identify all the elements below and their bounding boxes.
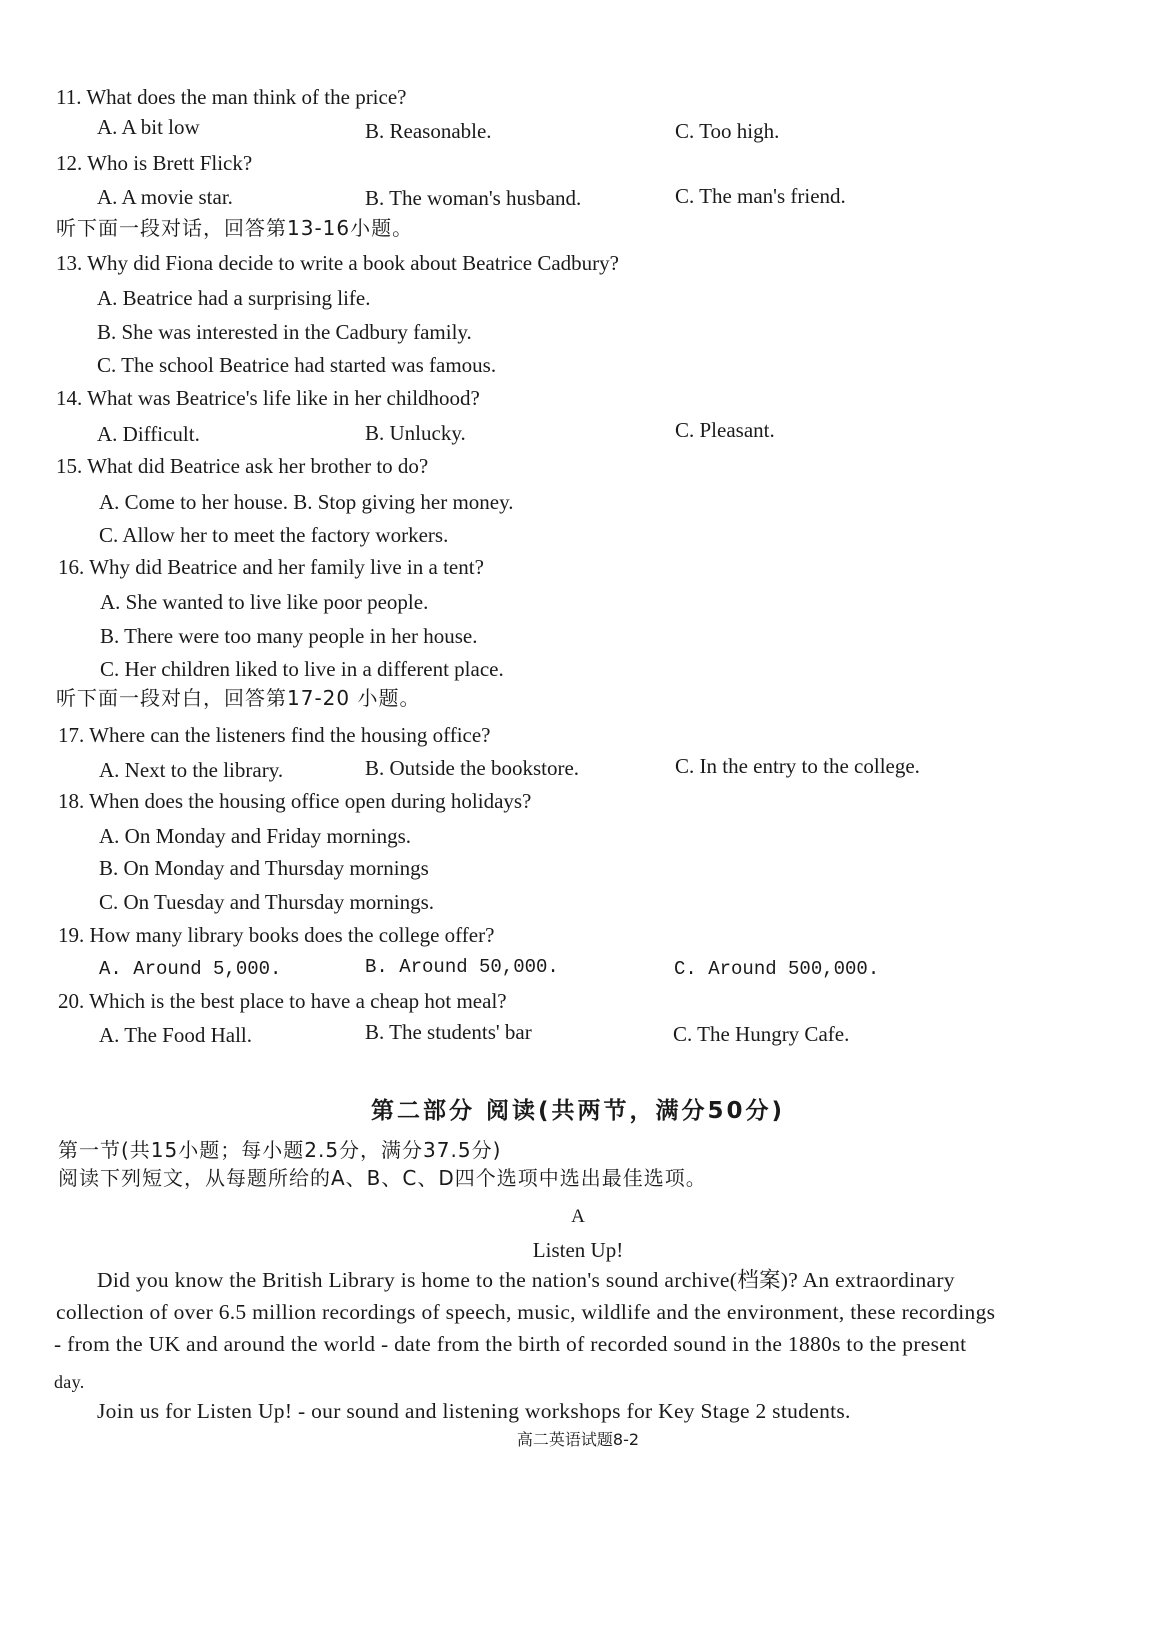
q15-options-ab: A. Come to her house. B. Stop giving her money. [99, 490, 514, 514]
paragraph-1-line-1: Did you know the British Library is home to the nation's sound archive(档案)? An extraordinary [97, 1268, 955, 1292]
part-two-title: 第二部分 阅读(共两节，满分50分) [370, 1098, 786, 1124]
q18-option-c: C. On Tuesday and Thursday mornings. [99, 890, 435, 914]
question-12: 12. Who is Brett Flick? [56, 151, 253, 175]
q19-option-b: B. Around 50,000. [365, 956, 559, 978]
section-one-heading: 第一节(共15小题；每小题2.5分，满分37.5分) [58, 1138, 502, 1162]
q12-option-b: B. The woman's husband. [365, 186, 582, 210]
q11-option-c: C. Too high. [675, 119, 780, 143]
passage-letter: A [571, 1206, 585, 1227]
q14-option-a: A. Difficult. [97, 422, 200, 446]
q13-option-c: C. The school Beatrice had started was famous. [97, 353, 497, 377]
q17-option-c: C. In the entry to the college. [675, 754, 920, 778]
q19-option-c: C. Around 500,000. [674, 958, 880, 980]
passage-title: Listen Up! [532, 1238, 624, 1262]
q18-option-a: A. On Monday and Friday mornings. [99, 824, 412, 848]
q14-option-b: B. Unlucky. [365, 421, 466, 445]
section-13-16-instruction: 听下面一段对话，回答第13-16小题。 [56, 216, 414, 240]
paragraph-1-line-2: collection of over 6.5 million recordings of speech, music, wildlife and the environment, these recordings [56, 1300, 996, 1324]
q18-option-b: B. On Monday and Thursday mornings [99, 856, 429, 880]
q13-option-a: A. Beatrice had a surprising life. [97, 286, 371, 310]
section-17-20-instruction: 听下面一段对白，回答第17-20 小题。 [56, 686, 421, 710]
q12-option-a: A. A movie star. [97, 185, 233, 209]
q11-option-b: B. Reasonable. [365, 119, 492, 143]
question-13: 13. Why did Fiona decide to write a book about Beatrice Cadbury? [56, 251, 619, 275]
q11-option-a: A. A bit low [97, 115, 200, 139]
question-19: 19. How many library books does the college offer? [58, 923, 495, 947]
q12-option-c: C. The man's friend. [675, 184, 846, 208]
q13-option-b: B. She was interested in the Cadbury family. [97, 320, 472, 344]
q16-option-b: B. There were too many people in her house. [100, 624, 478, 648]
q17-option-a: A. Next to the library. [99, 758, 284, 782]
question-20: 20. Which is the best place to have a cheap hot meal? [58, 989, 507, 1013]
page-footer: 高二英语试题8-2 [516, 1430, 640, 1449]
q14-option-c: C. Pleasant. [675, 418, 775, 442]
q20-option-c: C. The Hungry Cafe. [673, 1022, 850, 1046]
q16-option-a: A. She wanted to live like poor people. [100, 590, 429, 614]
question-16: 16. Why did Beatrice and her family live in a tent? [58, 555, 484, 579]
question-15: 15. What did Beatrice ask her brother to do? [56, 454, 429, 478]
q20-option-b: B. The students' bar [365, 1020, 532, 1044]
q20-option-a: A. The Food Hall. [99, 1023, 253, 1047]
q17-option-b: B. Outside the bookstore. [365, 756, 580, 780]
paragraph-1-line-3: - from the UK and around the world - date from the birth of recorded sound in the 1880s to the present [54, 1332, 967, 1356]
q15-option-c: C. Allow her to meet the factory workers. [99, 523, 449, 547]
q19-option-a: A. Around 5,000. [99, 958, 282, 980]
question-18: 18. When does the housing office open during holidays? [58, 789, 532, 813]
question-11: 11. What does the man think of the price? [56, 85, 407, 109]
paragraph-1-line-4: day. [54, 1372, 85, 1392]
question-17: 17. Where can the listeners find the housing office? [58, 723, 491, 747]
question-14: 14. What was Beatrice's life like in her childhood? [56, 386, 480, 410]
q16-option-c: C. Her children liked to live in a different place. [100, 657, 504, 681]
reading-instruction: 阅读下列短文，从每题所给的A、B、C、D四个选项中选出最佳选项。 [58, 1166, 707, 1190]
paragraph-2-line-1: Join us for Listen Up! - our sound and listening workshops for Key Stage 2 students. [97, 1399, 851, 1423]
